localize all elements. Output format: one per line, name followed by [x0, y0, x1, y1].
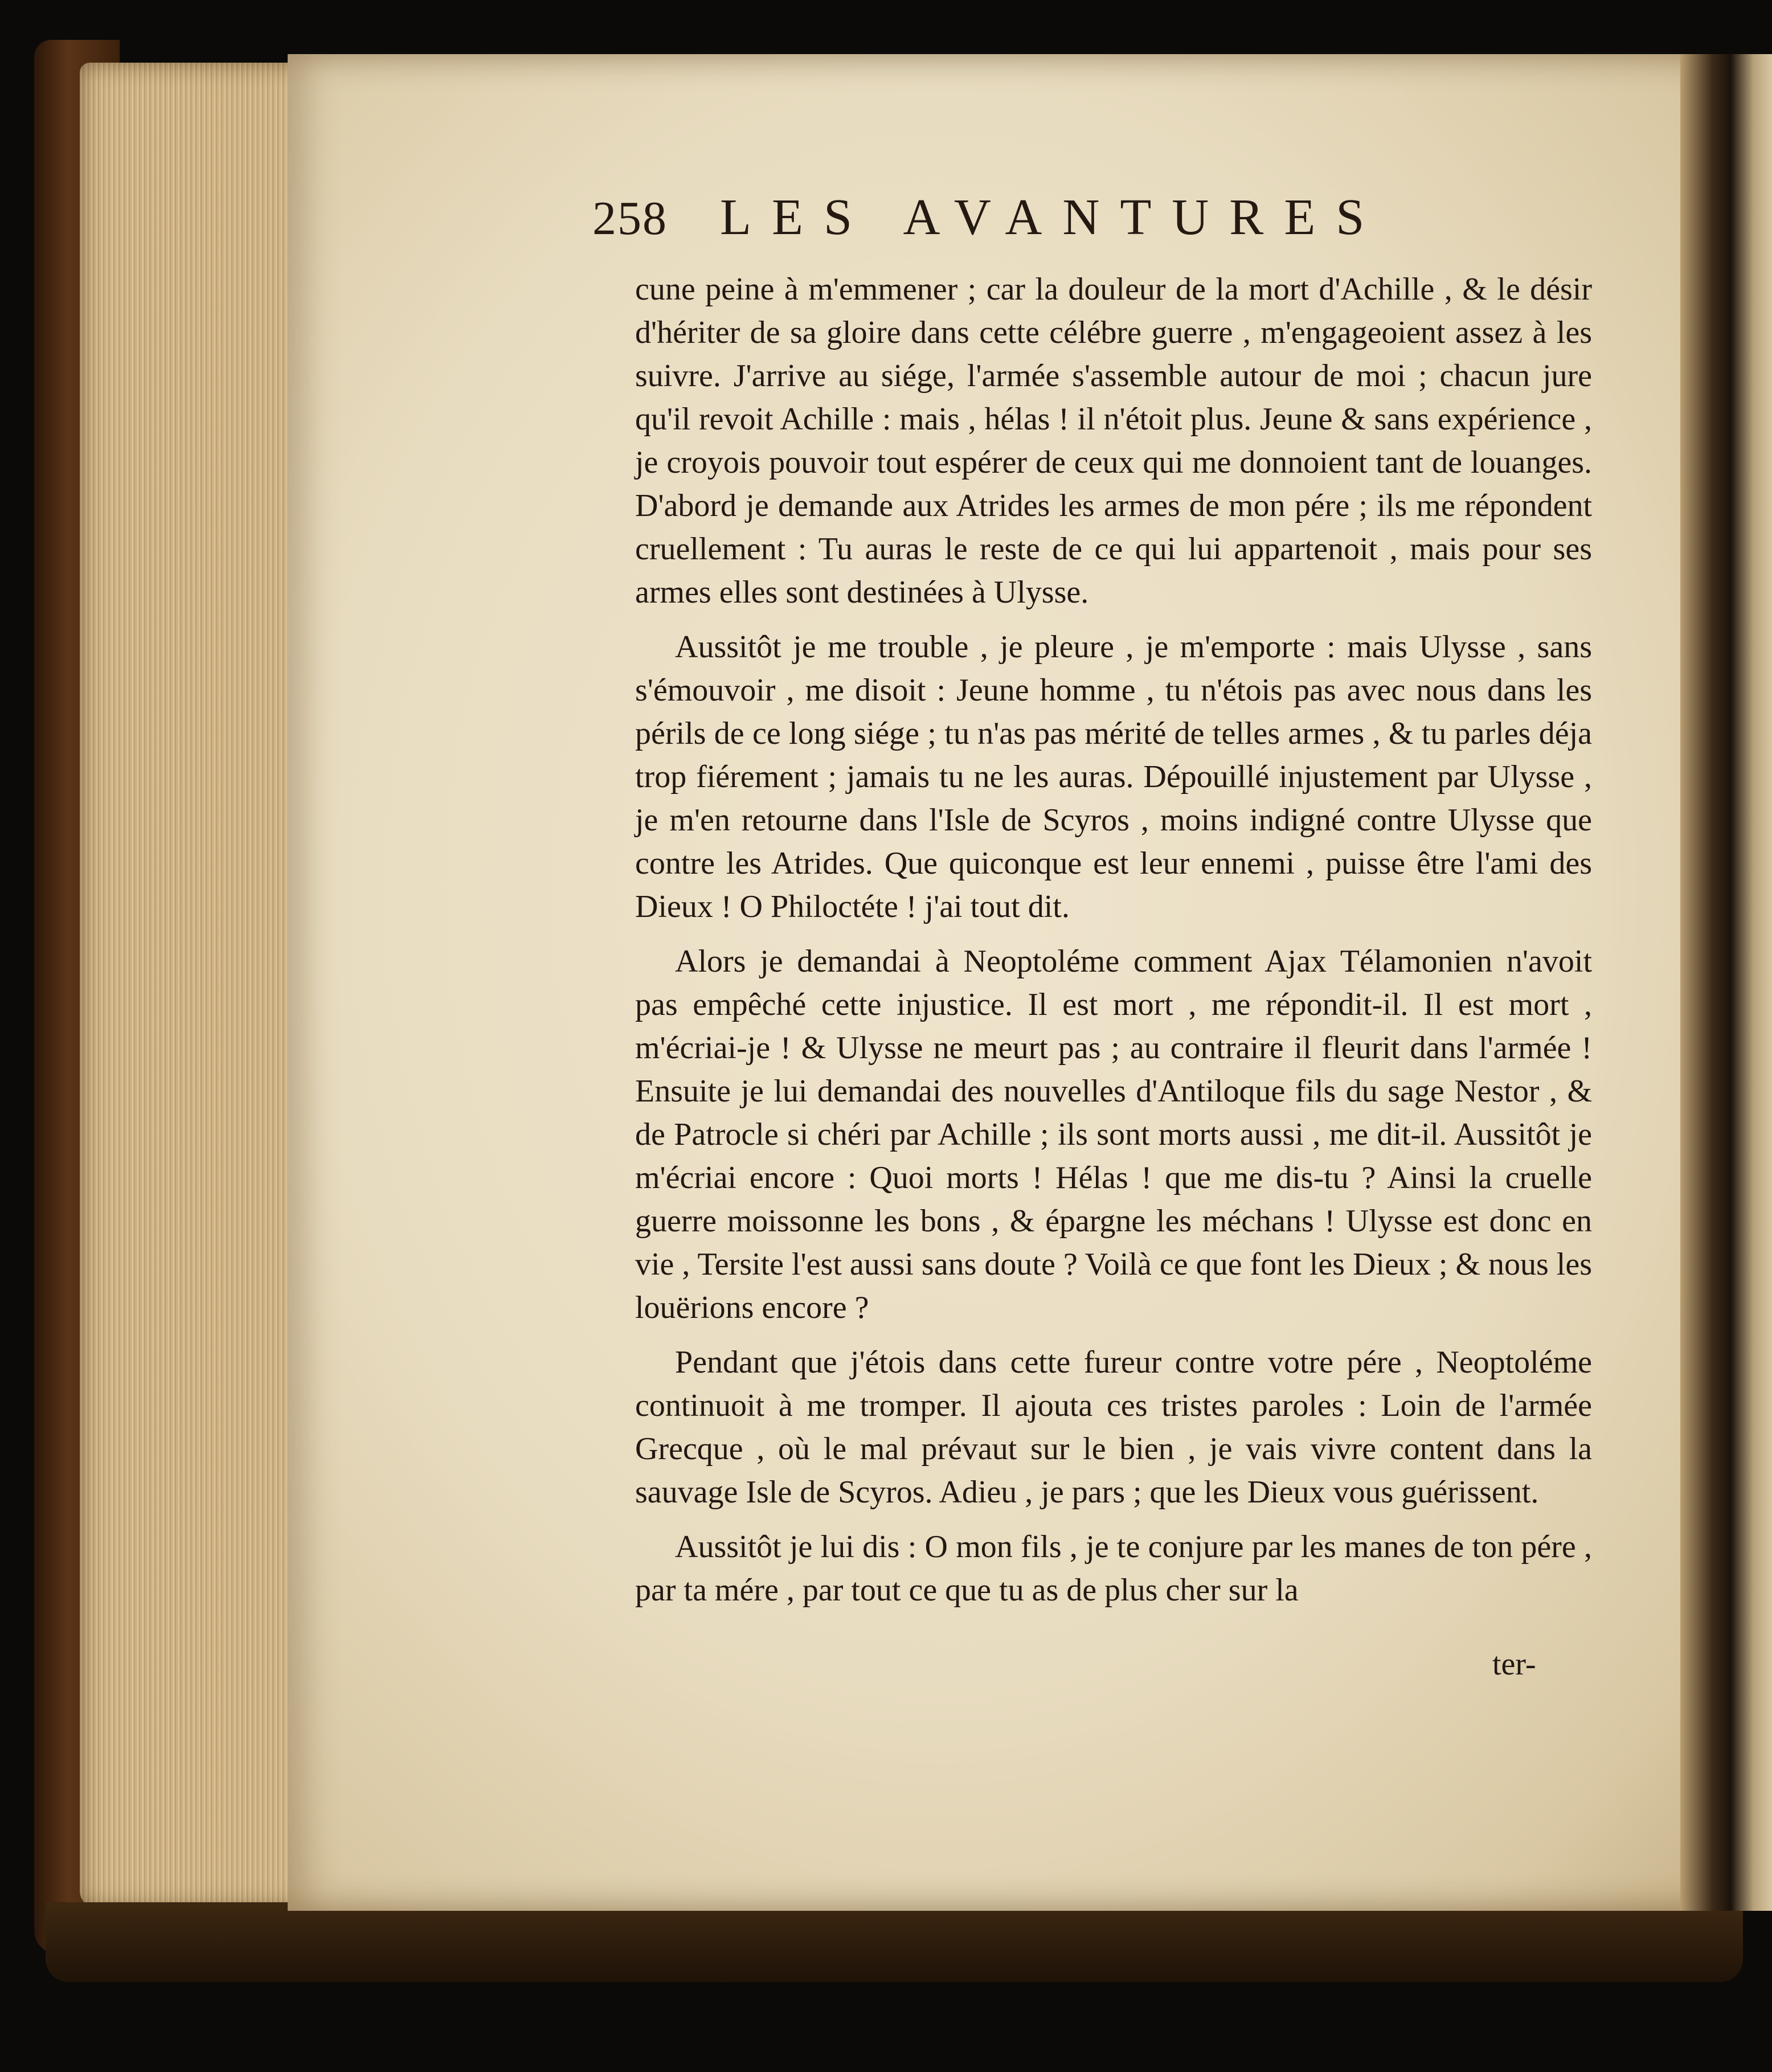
- paragraph: Pendant que j'étois dans cette fureur contre votre pére , Neoptoléme continuoit à me tromper. Il ajouta ces tristes paroles : Loin de l'armée Grecque , où le mal prévaut sur le bien , je vais vivre content dans la sauvage Isle de Scyros. Adieu , je pars ; que les Dieux vous guérissent.: [635, 1345, 1592, 1510]
- paragraph: Aussitôt je me trouble , je pleure , je m'emporte : mais Ulysse , sans s'émouvoir , me disoit : Jeune homme , tu n'étois pas avec nous dans les périls de ce long siége ; tu n'as pas mérité de telles armes , & tu parles déja trop fiérement ; jamais tu ne les auras. Dépouillé injustement par Ulysse , je m'en retourne dans l'Isle de Scyros , moins indigné contre Ulysse que contre les Atrides. Que quiconque est leur ennemi , puisse être l'ami des Dieux ! O Philoctéte ! j'ai tout dit.: [635, 629, 1592, 924]
- paragraph: cune peine à m'emmener ; car la douleur de la mort d'Achille , & le désir d'hériter de sa gloire dans cette célébre guerre , m'engageoient assez à les suivre. J'arrive au siége, l'armée s'assemble autour de moi ; chacun jure qu'il revoit Achille : mais , hélas ! il n'étoit plus. Jeune & sans expérience , je croyois pouvoir tout espérer de ceux qui me donnoient tant de louanges. D'abord je demande aux Atrides les armes de mon pére ; ils me répondent cruellement : Tu auras le reste de ce qui lui appartenoit , mais pour ses armes elles sont destinées à Ulysse.: [635, 272, 1592, 610]
- book-cover-bottom: [46, 1902, 1743, 1982]
- body-text: [635, 268, 1592, 1612]
- book-gutter: [1680, 54, 1772, 1911]
- page-header: [592, 188, 1481, 251]
- paragraph: Alors je demandai à Neoptoléme comment Ajax Télamonien n'avoit pas empêché cette injustice. Il est mort , me répondit-il. Il est mort , m'écriai-je ! & Ulysse ne meurt pas ; au contraire il fleurit dans l'armée ! Ensuite je lui demandai des nouvelles d'Antiloque fils du sage Nestor , & de Patrocle si chéri par Achille ; ils sont morts aussi , me dit-il. Aussitôt je m'écriai encore : Quoi morts ! Hélas ! que me dis-tu ? Ainsi la cruelle guerre moissonne les bons , & épargne les méchans ! Ulysse est donc en vie , Tersite l'est aussi sans doute ? Voilà ce que font les Dieux ; & nous les louërions encore ?: [635, 944, 1592, 1325]
- running-head: LES AVANTURES: [720, 189, 1385, 245]
- page-number: 258: [592, 192, 668, 245]
- catchword: ter-: [1492, 1647, 1536, 1682]
- paragraph: Aussitôt je lui dis : O mon fils , je te conjure par les manes de ton pére , par ta mére , par tout ce que tu as de plus cher sur la: [635, 1529, 1592, 1608]
- page-fore-edge: [80, 63, 319, 1908]
